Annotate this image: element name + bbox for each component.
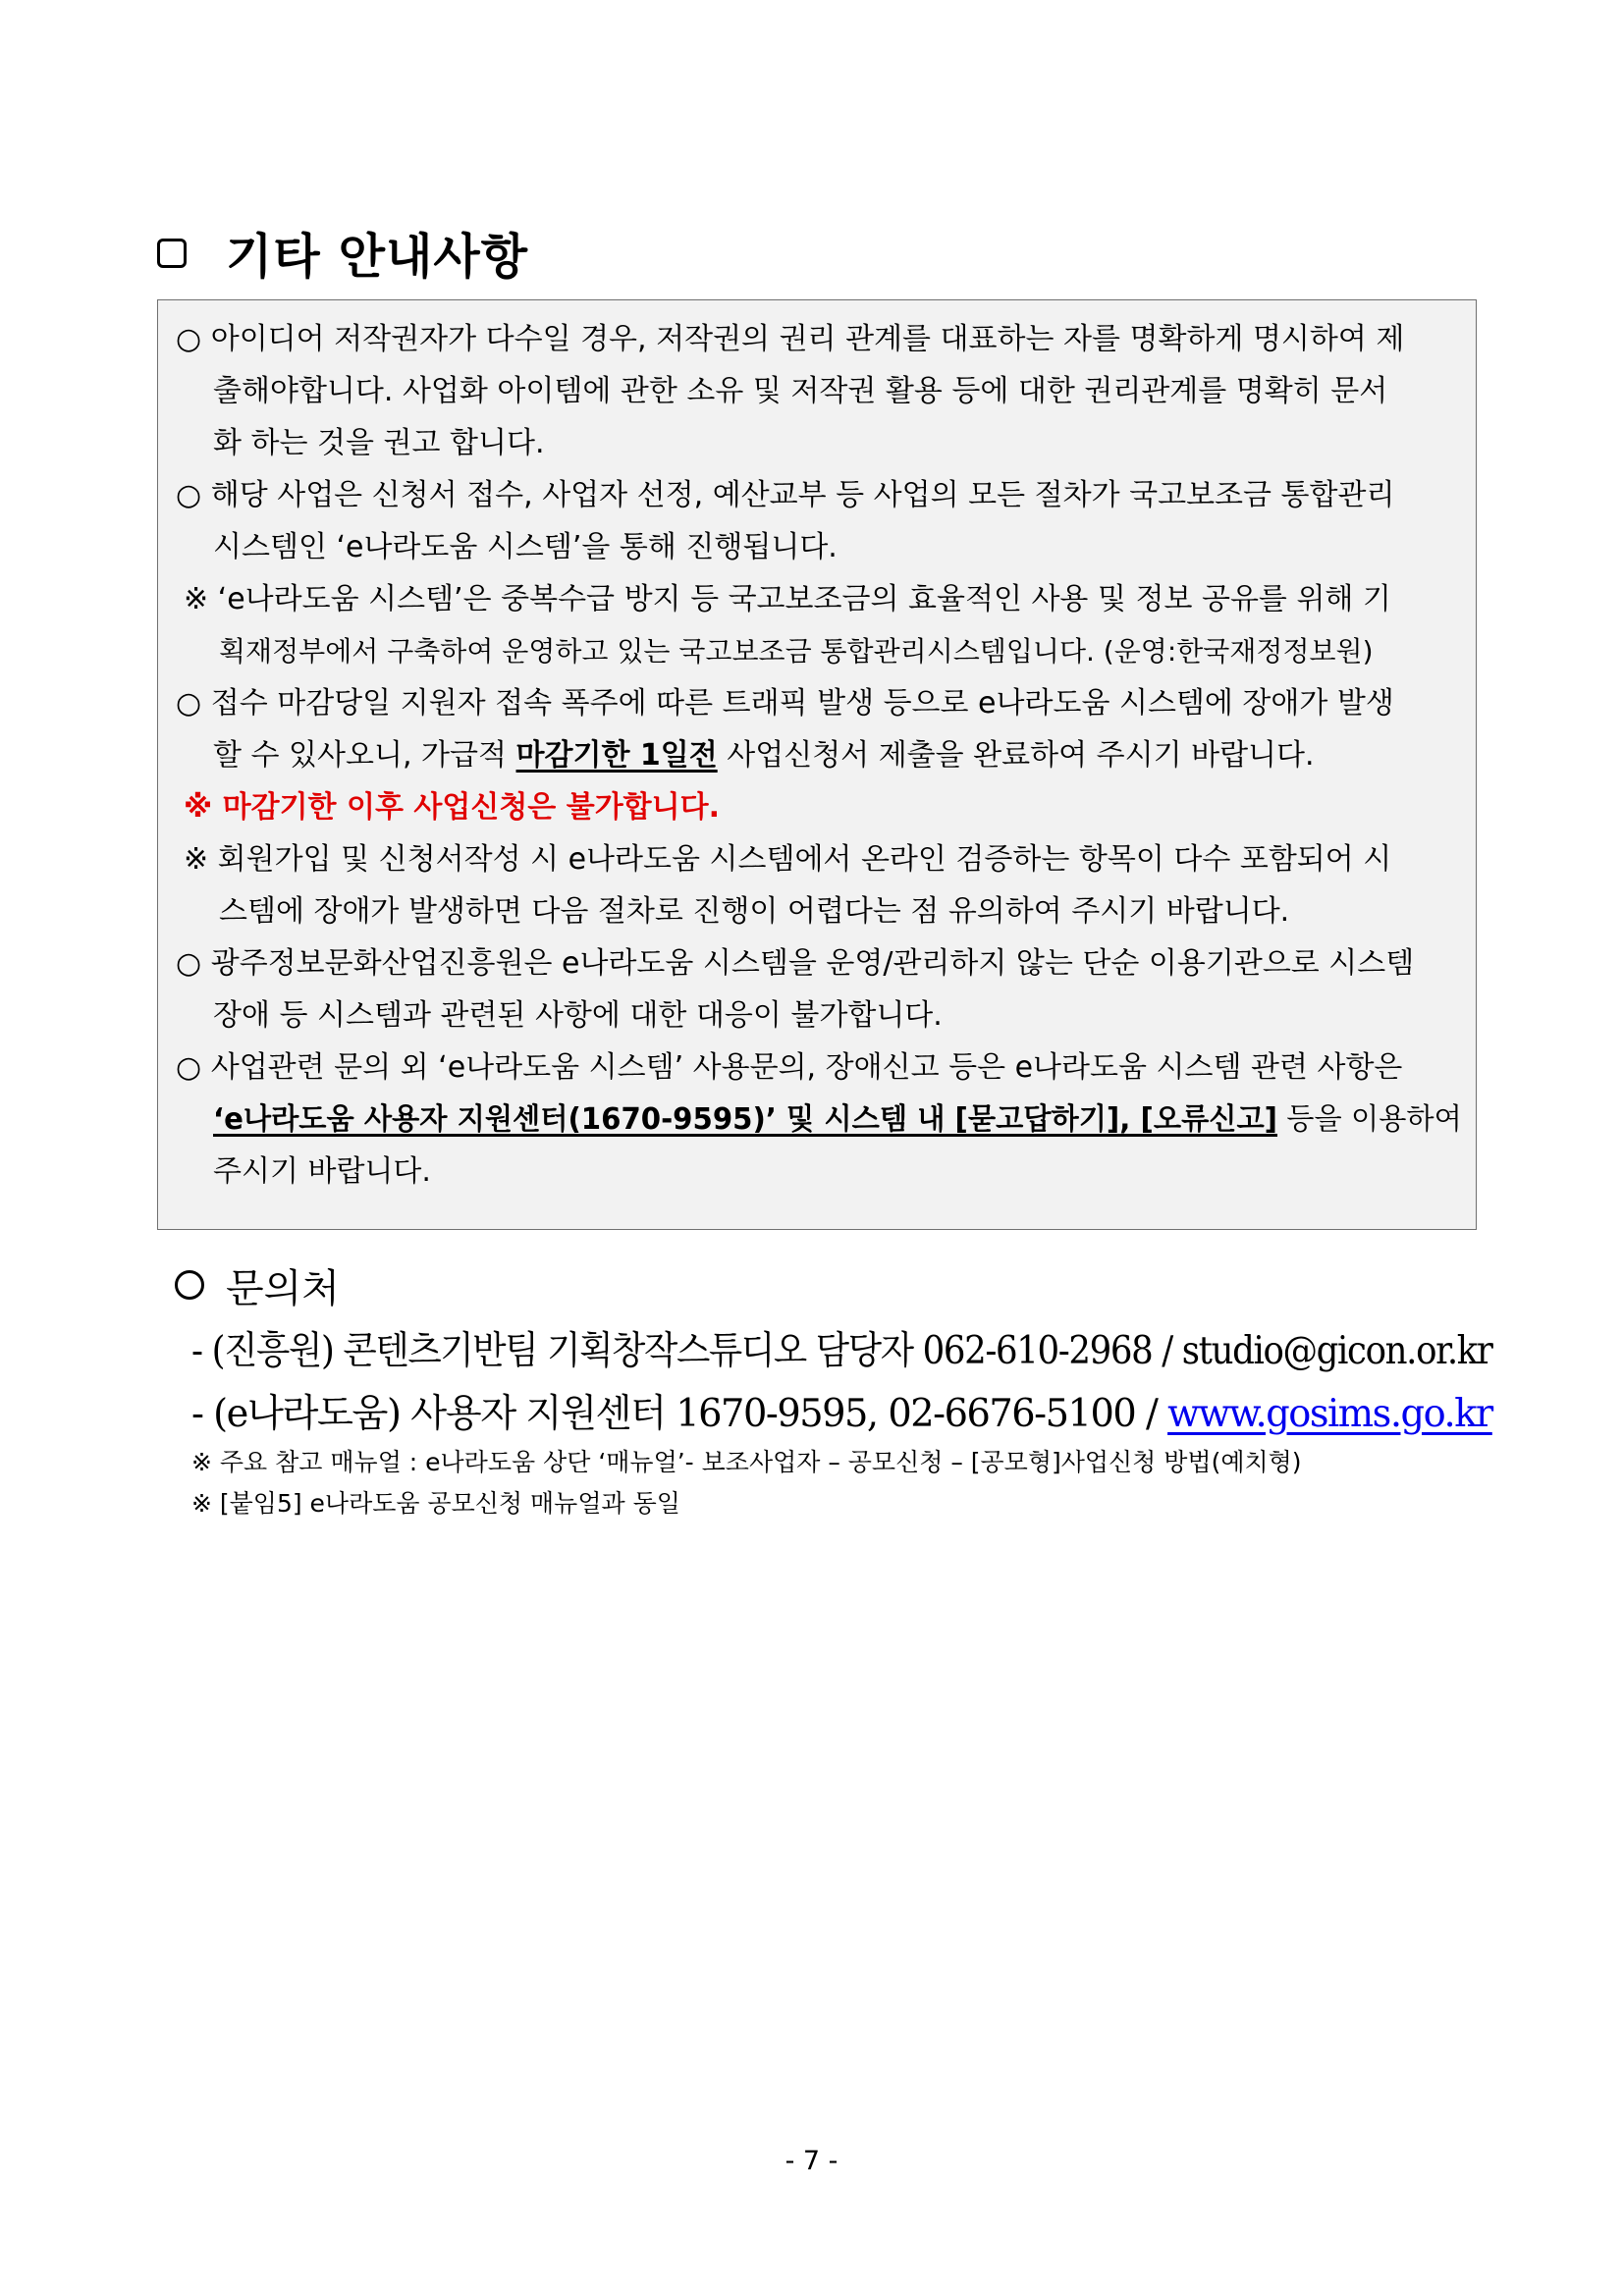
notice-line: 시스템인 ‘e나라도움 시스템’을 통해 진행됩니다. — [213, 530, 838, 564]
notice-text: 사업신청서 제출을 완료하여 주시기 바랍니다. — [717, 738, 1315, 773]
notice-line: 화 하는 것을 권고 합니다. — [213, 426, 545, 460]
notice-line: ※ 회원가입 및 신청서작성 시 e나라도움 시스템에서 온라인 검증하는 항목이 다수 포함되어 시 — [184, 842, 1392, 877]
notice-line: 장애 등 시스템과 관련된 사항에 대한 대응이 불가합니다. — [213, 998, 943, 1033]
notice-line: ○ 사업관련 문의 외 ‘e나라도움 시스템’ 사용문의, 장애신고 등은 e나라도움 시스템 관련 사항은 — [176, 1050, 1403, 1085]
notice-line: 스템에 장애가 발생하면 다음 절차로 진행이 어렵다는 점 유의하여 주시기 바랍니다. — [219, 894, 1290, 929]
notice-line: 획재정부에서 구축하여 운영하고 있는 국고보조금 통합관리시스템입니다. (운영:한국재정정보원) — [219, 635, 1374, 667]
contact-heading-text: 문의처 — [226, 1265, 340, 1311]
notice-line: ○ 아이디어 저작권자가 다수일 경우, 저작권의 권리 관계를 대표하는 자를 명확하게 명시하여 제 — [176, 322, 1405, 356]
contact-line-gicon: - (진흥원) 콘텐츠기반팀 기획창작스튜디오 담당자 062-610-2968 / studio@gicon.or.kr — [191, 1329, 1492, 1373]
notice-line: 주시기 바랍니다. — [213, 1154, 431, 1189]
reference-note: ※ 주요 참고 매뉴얼 : e나라도움 상단 ‘매뉴얼’- 보조사업자 – 공모신청 – [공모형]사업신청 방법(예치형) — [191, 1448, 1302, 1476]
notice-line: ○ 해당 사업은 신청서 접수, 사업자 선정, 예산교부 등 사업의 모든 절차가 국고보조금 통합관리 — [176, 478, 1395, 512]
contact-line-enaradoum — [191, 1383, 1492, 1438]
deadline-warning: ※ 마감기한 이후 사업신청은 불가합니다. — [184, 790, 721, 825]
notice-text: 할 수 있사오니, 가급적 — [213, 738, 516, 773]
gosims-link[interactable]: www.gosims.go.kr — [1167, 1392, 1492, 1436]
notice-line: ※ ‘e나라도움 시스템’은 중복수급 방지 등 국고보조금의 효율적인 사용 및 정보 공유를 위해 기 — [184, 582, 1391, 616]
notice-line: 출해야합니다. 사업화 아이템에 관한 소유 및 저작권 활용 등에 대한 권리관계를 명확히 문서 — [213, 374, 1388, 408]
notice-box — [157, 299, 1477, 1230]
notice-line: ○ 광주정보문화산업진흥원은 e나라도움 시스템을 운영/관리하지 않는 단순 이용기관으로 시스템 — [176, 946, 1415, 981]
contact-heading — [175, 1261, 340, 1311]
contact-text: - (e나라도움) 사용자 지원센터 1670-9595, 02-6676-5100 / — [191, 1392, 1168, 1436]
circle-bullet-icon — [175, 1270, 204, 1300]
checkbox-square-icon — [157, 239, 187, 268]
support-center-emphasis: ‘e나라도움 사용자 지원센터(1670-9595)’ 및 시스템 내 [묻고답하기], [오류신고] — [213, 1102, 1278, 1137]
notice-line: ○ 접수 마감당일 지원자 접속 폭주에 따른 트래픽 발생 등으로 e나라도움 시스템에 장애가 발생 — [176, 686, 1394, 721]
reference-note: ※ [붙임5] e나라도움 공모신청 매뉴얼과 동일 — [191, 1489, 680, 1518]
page-number: - 7 - — [784, 2146, 839, 2176]
deadline-emphasis: 마감기한 1일전 — [515, 738, 718, 773]
notice-text: 등을 이용하여 — [1277, 1102, 1462, 1137]
notice-line — [213, 736, 1315, 775]
section-title — [157, 218, 528, 289]
section-title-text: 기타 안내사항 — [226, 229, 529, 285]
notice-line — [213, 1100, 1462, 1140]
